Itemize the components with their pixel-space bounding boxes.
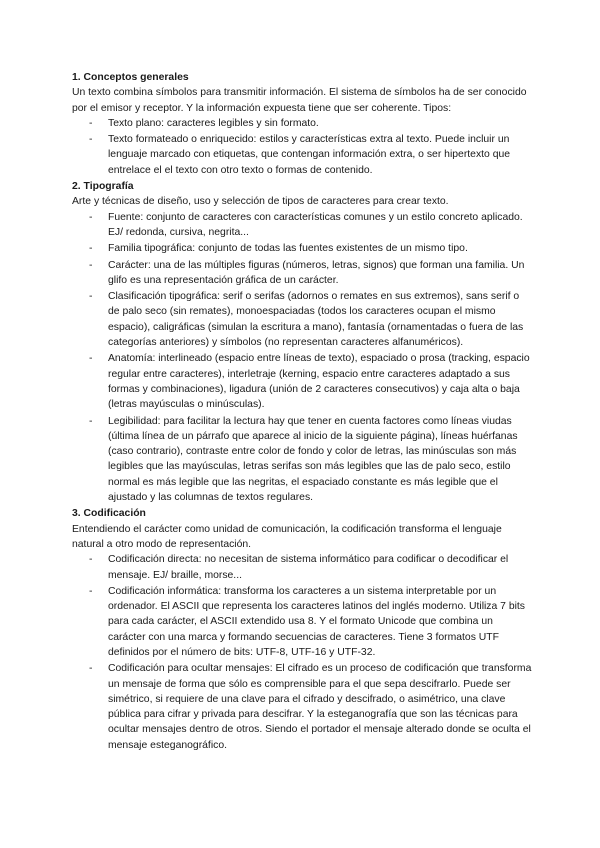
list-item: - Carácter: una de las múltiples figuras (números, letras, signos) que forman una familia. Un glifo es una representación gráfica de un carácter. [72,258,532,289]
section-heading: 2. Tipografía [72,181,134,193]
section-tipografia [72,179,532,505]
section-conceptos-generales [72,70,532,178]
section-intro: Arte y técnicas de diseño, uso y selección de tipos de caracteres para crear texto. [72,196,449,208]
list-item: - Clasificación tipográfica: serif o serifas (adornos o remates en sus extremos), sans serif o de palo seco (sin remates), monoespaciadas (todos los caracteres ocupan el mismo espacio), caligráficas (simulan la escritura a mano), fantasía (ornamentadas o fuera de las categorías anteriores) y símbolos (no representan caracteres alfanuméricos). [72,289,532,350]
list-item: - Codificación informática: transforma los caracteres a un sistema interpretable por un ordenador. El ASCII que representa los caracteres latinos del inglés moderno. Utiliza 7 bits para cada carácter, el ASCII extendido usa 8. Y el formato Unicode que combina un carácter con una marca y formando secuencias de caracteres. Tiene 3 formatos UTF definidos por el número de bits: UTF-8, UTF-16 y UTF-32. [72,584,532,660]
list-item: - Anatomía: interlineado (espacio entre líneas de texto), espaciado o prosa (tracking, espacio regular entre caracteres), interletraje (kerning, espacio entre caracteres adaptado a sus formas y combinaciones), ligadura (unión de 2 caracteres consecutivos) y caja alta o baja (letras mayúsculas o minúsculas). [72,351,532,412]
section-heading: 3. Codificación [72,508,146,520]
document-page [72,70,532,754]
section-heading: 1. Conceptos generales [72,72,189,83]
list-item: - Legibilidad: para facilitar la lectura hay que tener en cuenta factores como líneas viudas (última línea de un párrafo que aparece al inicio de la siguiente página), líneas huérfanas (caso contrario), contraste entre color de fondo y color de letras, las minúsculas son más legibles que las mayúsculas, letras serifas son más legibles que las de palo seco, estilo normal es más legible que las negritas, el espaciado constante es más legible que el ajustado y las columnas de textos regulares. [72,414,532,506]
list-item: - Codificación para ocultar mensajes: El cifrado es un proceso de codificación que transforma un mensaje de forma que sólo es comprensible para el que sepa descifrarlo. Puede ser simétrico, si requiere de una clave para el cifrado y descifrado, o asimétrico, una clave pública para cifrar y privada para descifrar. Y la esteganografía que son las técnicas para ocultar mensajes dentro de otros. Siendo el portador el mensaje alterado donde se oculta el mensaje esteganográfico. [72,661,532,753]
list-item: - Codificación directa: no necesitan de sistema informático para codificar o decodificar el mensaje. EJ/ braille, morse... [72,552,532,583]
bullet-list [72,116,532,178]
section-intro: Entendiendo el carácter como unidad de comunicación, la codificación transforma el lenguaje natural a otro modo de representación. [72,523,502,550]
bullet-list [72,552,532,753]
list-item: - Texto plano: caracteres legibles y sin formato. [72,116,532,131]
list-item: - Texto formateado o enriquecido: estilos y características extra al texto. Puede incluir un lenguaje marcado con etiquetas, que contengan información extra, o ser hipertexto que entrelace el el texto con otro texto o formas de contenido. [72,132,532,178]
list-item: - Fuente: conjunto de caracteres con características comunes y un estilo concreto aplicado. EJ/ redonda, cursiva, negrita... [72,210,532,241]
section-intro: Un texto combina símbolos para transmitir información. El sistema de símbolos ha de ser conocido por el emisor y receptor. Y la información expuesta tiene que ser coherente. Tipos: [72,87,527,114]
bullet-list [72,210,532,506]
section-codificacion [72,506,532,753]
list-item: - Familia tipográfica: conjunto de todas las fuentes existentes de un mismo tipo. [72,241,532,256]
